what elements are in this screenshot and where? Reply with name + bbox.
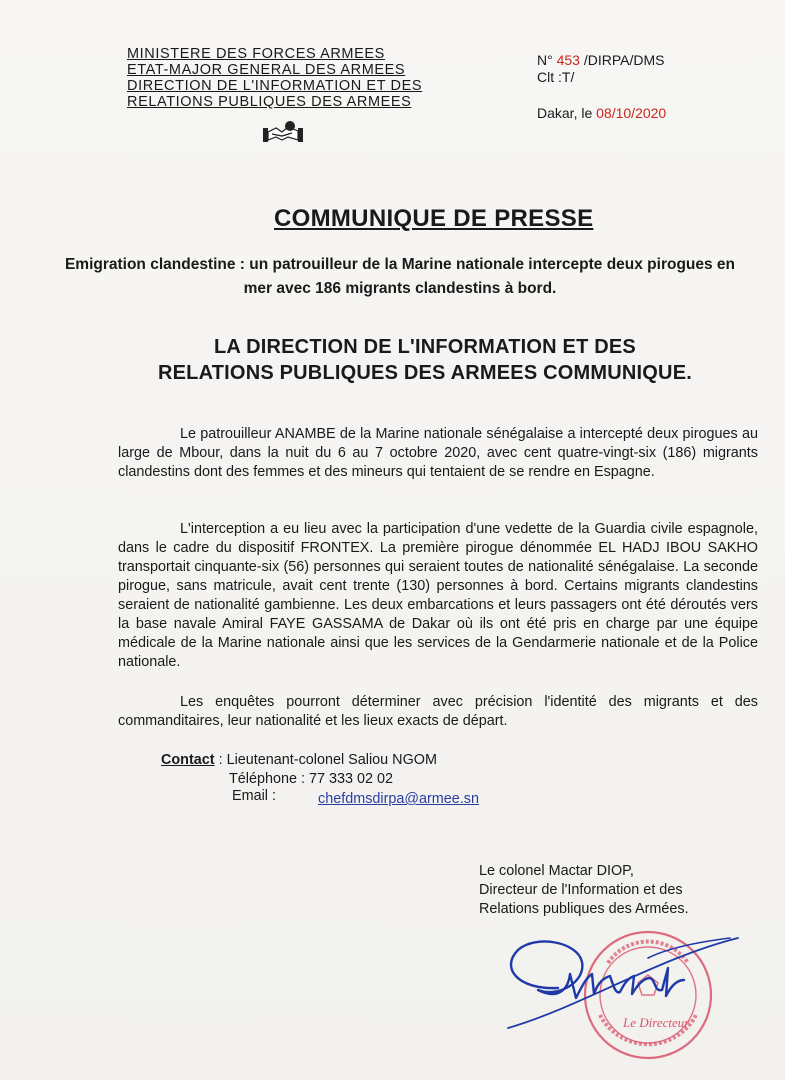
place-date: Dakar, le 08/10/2020 <box>537 105 667 121</box>
handwritten-signature <box>498 928 743 1033</box>
subtitle: Emigration clandestine : un patrouilleur de la Marine nationale intercepte deux pirogues en mer avec 186 migrants clandestins à bord. <box>64 256 736 297</box>
contact-email-label: Email : <box>232 788 276 804</box>
page-title: COMMUNIQUE DE PRESSE <box>274 205 594 232</box>
announce-line-1: LA DIRECTION DE L'INFORMATION ET DES <box>214 336 636 358</box>
clt-line: Clt :T/ <box>537 69 575 85</box>
signatory-title-1: Directeur de l'Information et des <box>479 882 683 898</box>
ministry-line: ETAT-MAJOR GENERAL DES ARMEES <box>127 62 406 78</box>
signatory-title-2: Relations publiques des Armées. <box>479 901 689 917</box>
date-value: 08/10/2020 <box>596 105 667 121</box>
ref-number-value: 453 <box>556 52 580 68</box>
reference-number: N° 453 /DIRPA/DMS <box>537 52 665 68</box>
ministry-line: RELATIONS PUBLIQUES DES ARMEES <box>127 94 412 110</box>
emblem-icon <box>262 118 304 146</box>
contact-phone: Téléphone : 77 333 02 02 <box>229 771 394 787</box>
ministry-line: DIRECTION DE L'INFORMATION ET DES <box>127 78 423 94</box>
ministry-header <box>127 46 422 110</box>
signatory-name: Le colonel Mactar DIOP, <box>479 863 634 879</box>
announce-line-2: RELATIONS PUBLIQUES DES ARMEES COMMUNIQUE. <box>158 362 692 384</box>
svg-text:Le Directeur: Le Directeur <box>623 1015 690 1030</box>
body-paragraph: Le patrouilleur ANAMBE de la Marine nationale sénégalaise a intercepté deux pirogues au large de Mbour, dans la nuit du 6 au 7 octobre 2020, avec cent quatre-vingt-six (186) migrants clandestins dont des femmes et des mineurs qui tentaient de se rendre en Espagne. <box>118 426 758 480</box>
contact-name: : Lieutenant-colonel Saliou NGOM <box>214 752 437 768</box>
ministry-line: MINISTERE DES FORCES ARMEES <box>127 46 385 62</box>
contact-email-link[interactable]: chefdmsdirpa@armee.sn <box>318 791 479 807</box>
contact-name-row <box>161 751 437 770</box>
body-paragraph: Les enquêtes pourront déterminer avec précision l'identité des migrants et des commanditaires, leur nationalité et les lieux exacts de départ. <box>118 694 758 729</box>
body-paragraph: L'interception a eu lieu avec la participation d'une vedette de la Guardia civile espagnole, dans le cadre du dispositif FRONTEX. La première pirogue dénommée EL HADJ IBOU SAKHO transportait cinquante-six (56) personnes qui seraient toutes de nationalité sénégalaise. La seconde pirogue, sans matricule, avait cent trente (130) personnes à bord. Certains migrants clandestins seraient de nationalité gambienne. Les deux embarcations et leurs passagers ont été déroutés vers la base navale Amiral FAYE GASSAMA de Dakar où ils ont été pris en charge par une équipe médicale de la Marine nationale ainsi que les services de la Gendarmerie nationale et de la Police nationale. <box>118 521 758 670</box>
contact-label: Contact <box>161 752 215 768</box>
